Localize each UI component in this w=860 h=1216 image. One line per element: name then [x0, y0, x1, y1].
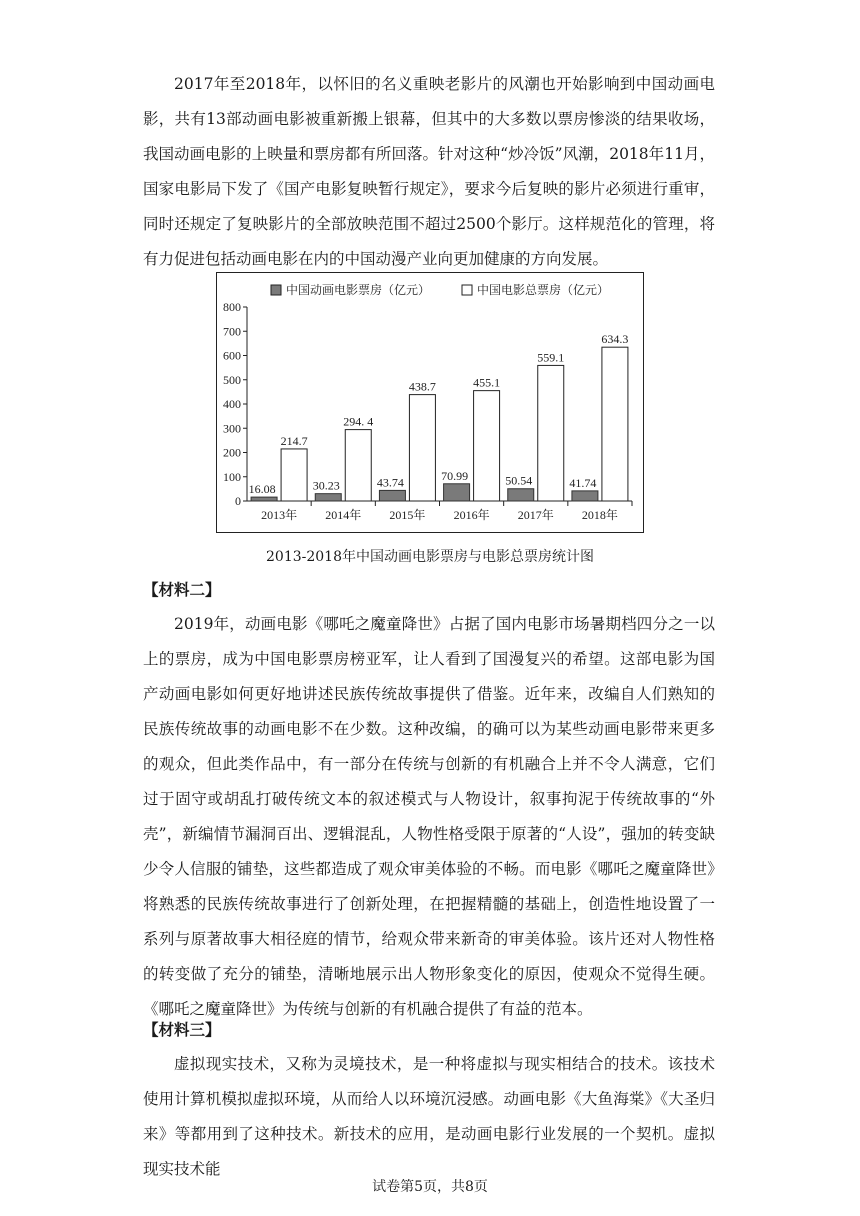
data-label-total: 294. 4 — [343, 414, 374, 429]
chart-caption: 2013-2018年中国动画电影票房与电影总票房统计图 — [266, 549, 594, 565]
legend-swatch-animation — [271, 285, 281, 295]
bar-animation-box-office — [508, 489, 534, 501]
x-tick-label: 2015年 — [389, 508, 426, 522]
y-tick-label: 0 — [235, 494, 241, 508]
box-office-chart — [216, 272, 644, 533]
data-label-animation: 50.54 — [505, 473, 533, 488]
material2-heading: 【材料二】 — [143, 580, 221, 599]
bar-total-box-office — [474, 391, 500, 501]
material2-paragraph: 2019年，动画电影《哪吒之魔童降世》占据了国内电影市场暑期档四分之一以上的票房，成为中国电影票房榜亚军，让人看到了国漫复兴的希望。这部电影为国产动画电影如何更好地讲述民族传统故事提供了借鉴。近年来，改编自人们熟知的民族传统故事的动画电影不在少数。这种改编，的确可以为某些动画电影带来更多的观众，但此类作品中，有一部分在传统与创新的有机融合上并不令人满意，它们过于固守或胡乱打破传统文本的叙述模式与人物设计，叙事拘泥于传统故事的“外壳”，新编情节漏洞百出、逻辑混乱，人物性格受限于原著的“人设”，强加的转变缺少令人信服的铺垫，这些都造成了观众审美体验的不畅。而电影《哪吒之魔童降世》将熟悉的民族传统故事进行了创新处理，在把握精髓的基础上，创造性地设置了一系列与原著故事大相径庭的情节，给观众带来新奇的审美体验。该片还对人物性格的转变做了充分的铺垫，清晰地展示出人物形象变化的原因，使观众不觉得生硬。《哪吒之魔童降世》为传统与创新的有机融合提供了有益的范本。 — [143, 615, 715, 1018]
legend-label-animation: 中国动画电影票房（亿元） — [286, 283, 431, 297]
y-tick-label: 200 — [223, 445, 241, 460]
x-tick-label: 2013年 — [261, 508, 298, 522]
y-tick-label: 700 — [223, 324, 241, 339]
y-tick-label: 100 — [223, 469, 241, 484]
material3-heading: 【材料三】 — [143, 1020, 221, 1039]
bar-total-box-office — [281, 449, 307, 501]
y-tick-label: 300 — [223, 421, 241, 436]
y-tick-label: 400 — [223, 397, 241, 411]
legend-swatch-total — [462, 285, 472, 295]
data-label-total: 438.7 — [408, 379, 436, 394]
material3-paragraph: 虚拟现实技术，又称为灵境技术，是一种将虚拟与现实相结合的技术。该技术使用计算机模拟虚拟环境，从而给人以环境沉浸感。动画电影《大鱼海棠》《大圣归来》等都用到了这种技术。新技术的应用，是动画电影行业发展的一个契机。虚拟现实技术能 — [143, 1055, 715, 1178]
data-label-animation: 30.23 — [312, 478, 340, 493]
data-label-total: 634.3 — [601, 332, 629, 347]
bar-animation-box-office — [315, 494, 341, 501]
data-label-total: 214.7 — [280, 433, 308, 448]
data-label-animation: 70.99 — [441, 468, 469, 483]
y-tick-label: 500 — [223, 372, 241, 387]
bar-chart — [216, 272, 644, 533]
x-tick-label: 2017年 — [517, 508, 554, 522]
bar-animation-box-office — [379, 490, 405, 501]
y-tick-label: 600 — [223, 348, 241, 363]
bar-total-box-office — [602, 347, 628, 501]
bar-total-box-office — [538, 365, 564, 501]
data-label-animation: 41.74 — [569, 475, 597, 490]
data-label-total: 455.1 — [473, 375, 501, 390]
x-tick-label: 2016年 — [453, 508, 490, 522]
page-footer: 试卷第5页，共8页 — [372, 1179, 488, 1195]
bar-animation-box-office — [444, 484, 470, 501]
bar-animation-box-office — [572, 491, 598, 501]
x-tick-label: 2018年 — [581, 508, 618, 522]
x-tick-label: 2014年 — [325, 508, 362, 522]
legend-label-total: 中国电影总票房（亿元） — [477, 283, 610, 297]
data-label-animation: 16.08 — [248, 482, 276, 497]
y-tick-label: 800 — [223, 300, 241, 314]
data-label-total: 559.1 — [537, 350, 565, 365]
bar-total-box-office — [345, 430, 371, 501]
data-label-animation: 43.74 — [376, 475, 404, 490]
bar-total-box-office — [409, 395, 435, 501]
bar-animation-box-office — [251, 497, 277, 501]
material1-paragraph: 2017年至2018年，以怀旧的名义重映老影片的风潮也开始影响到中国动画电影，共有13部动画电影被重新搬上银幕，但其中的大多数以票房惨淡的结果收场，我国动画电影的上映量和票房都有所回落。针对这种“炒冷饭”风潮，2018年11月，国家电影局下发了《国产电影复映暂行规定》，要求今后复映的影片必须进行重审，同时还规定了复映影片的全部放映范围不超过2500个影厅。这样规范化的管理，将有力促进包括动画电影在内的中国动漫产业向更加健康的方向发展。 — [143, 75, 715, 268]
